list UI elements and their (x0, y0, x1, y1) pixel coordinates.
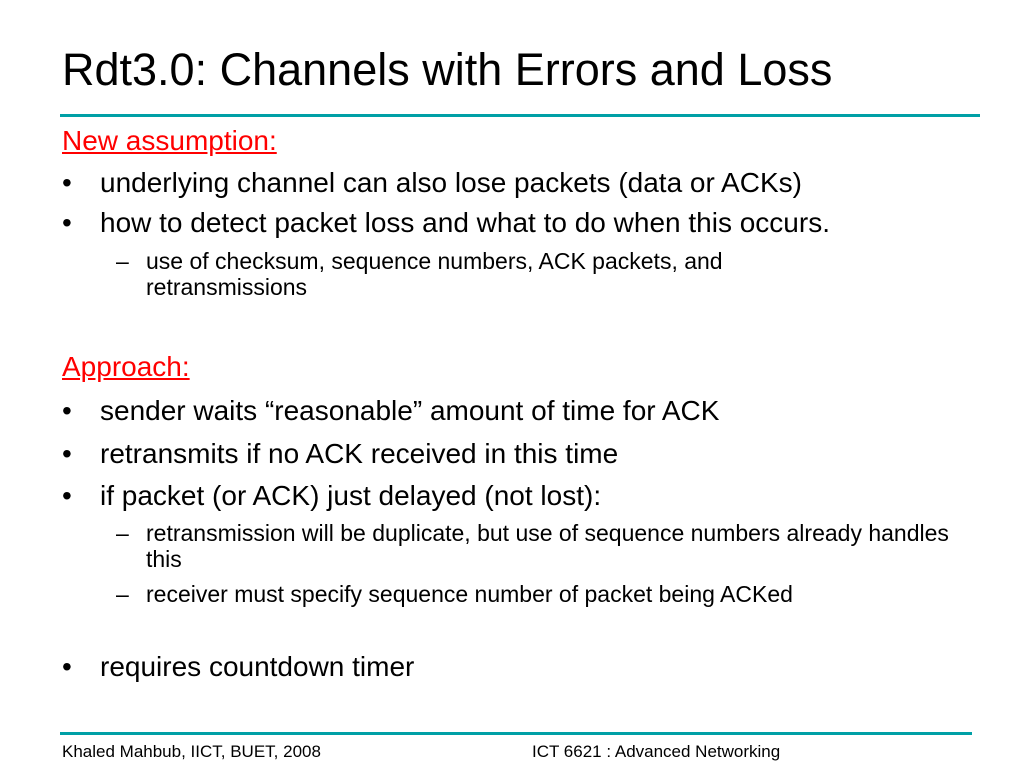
bullet-text: how to detect packet loss and what to do when this occurs. (100, 207, 830, 238)
bullet-text: if packet (or ACK) just delayed (not lost): (100, 480, 602, 511)
sub-bullet-marker: – (116, 520, 129, 546)
slide-title: Rdt3.0: Channels with Errors and Loss (62, 44, 833, 95)
bullet-marker: • (62, 651, 72, 682)
bullet-text: underlying channel can also lose packets (data or ACKs) (100, 167, 802, 198)
approach-heading: Approach: (62, 351, 190, 382)
bullet-marker: • (62, 438, 72, 469)
bullet-text: sender waits “reasonable” amount of time for ACK (100, 395, 720, 426)
footer-divider (60, 732, 972, 735)
footer-author: Khaled Mahbub, IICT, BUET, 2008 (62, 742, 321, 761)
sub-bullet-text: retransmission will be duplicate, but use of sequence numbers already handles this (146, 520, 949, 572)
new-assumption-heading: New assumption: (62, 125, 277, 156)
title-divider (60, 114, 980, 117)
sub-bullet-text: use of checksum, sequence numbers, ACK packets, and retransmissions (146, 248, 723, 300)
bullet-text: retransmits if no ACK received in this time (100, 438, 619, 469)
sub-bullet-marker: – (116, 581, 129, 607)
bullet-marker: • (62, 167, 72, 198)
footer-course: ICT 6621 : Advanced Networking (532, 742, 781, 761)
sub-bullet-text: receiver must specify sequence number of packet being ACKed (146, 581, 793, 607)
sub-bullet-marker: – (116, 248, 129, 274)
bullet-marker: • (62, 207, 72, 238)
bullet-text: requires countdown timer (100, 651, 415, 682)
bullet-marker: • (62, 395, 72, 426)
bullet-marker: • (62, 480, 72, 511)
